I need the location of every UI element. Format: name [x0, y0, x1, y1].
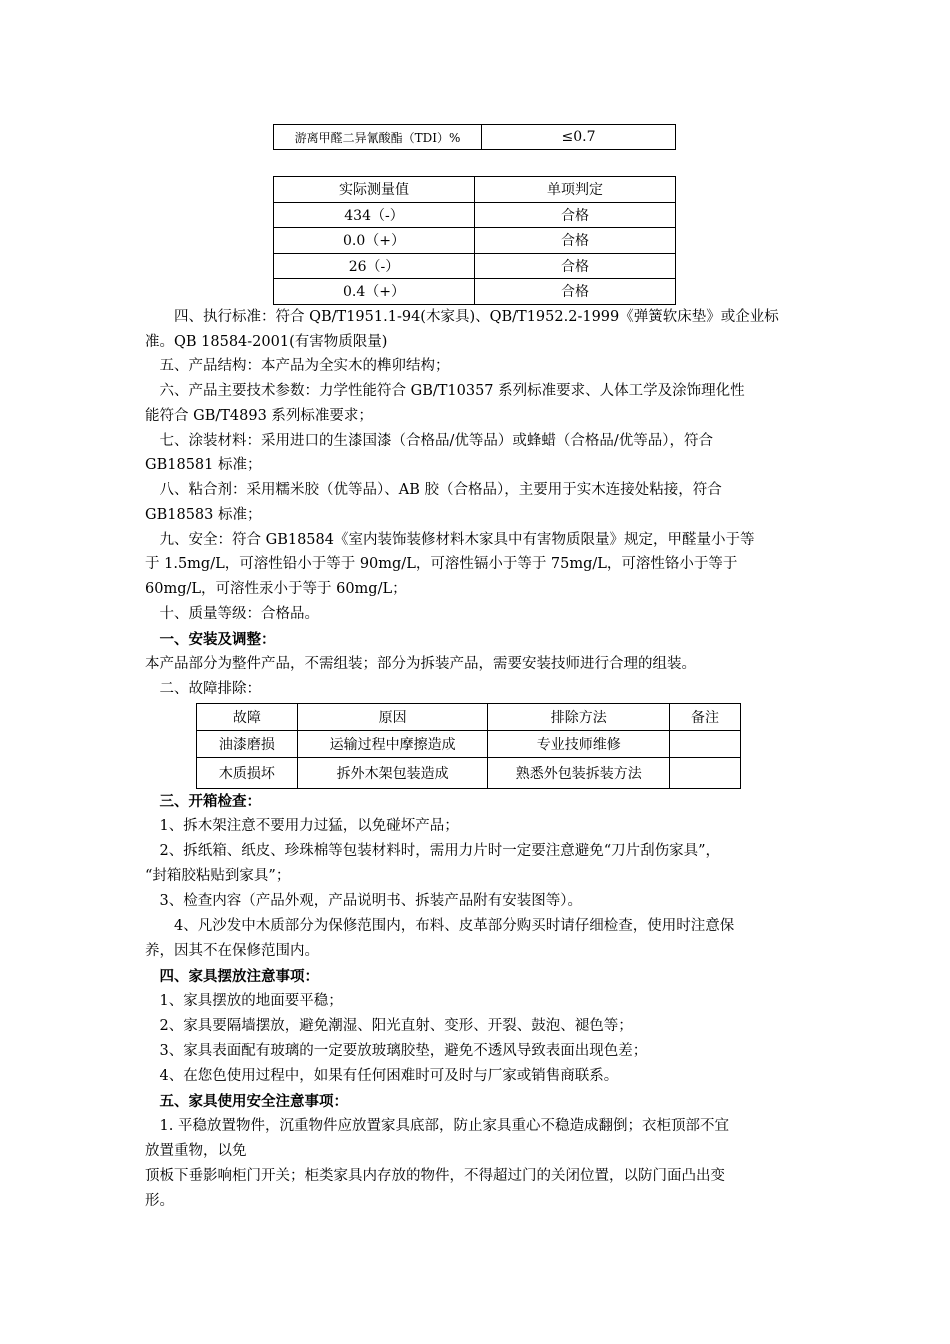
text-line: 4、在您色使用过程中，如果有任何困难时可及时与厂家或销售商联系。 [145, 1068, 619, 1084]
text-line: 能符合 GB/T4893 系列标准要求； [145, 408, 373, 424]
table-row [274, 228, 676, 254]
table-cell: 合格 [475, 228, 676, 254]
text-line: 九、安全：符合 GB18584《室内装饰装修材料木家具中有害物质限量》规定，甲醛量小于等 [145, 532, 755, 548]
table-cell: 26（-） [274, 253, 475, 279]
table-cell: 运输过程中摩擦造成 [297, 731, 488, 758]
header-cell: 故障 [197, 704, 298, 731]
text-line: 3、检查内容（产品外观，产品说明书、拆装产品附有安装图等）。 [145, 893, 582, 909]
text-line: 60mg/L，可溶性汞小于等于 60mg/L； [145, 581, 407, 597]
text-line: GB18583 标准； [145, 507, 262, 523]
text-line: “封箱胶粘贴到家具”； [145, 868, 291, 884]
text-line: 1. 平稳放置物件，沉重物件应放置家具底部，防止家具重心不稳造成翻倒；衣柜顶部不宜 [145, 1118, 729, 1134]
section-heading: 一、安装及调整： [145, 631, 276, 648]
section-heading: 五、家具使用安全注意事项： [145, 1093, 348, 1110]
table-cell: 0.4（+） [274, 279, 475, 305]
section-heading: 三、开箱检查： [145, 793, 261, 810]
text-line: 顶板下垂影响柜门开关；柜类家具内存放的物件，不得超过门的关闭位置，以防门面凸出变 [145, 1168, 725, 1184]
text-line: 七、涂装材料：采用进口的生漆国漆（合格品/优等品）或蜂蜡（合格品/优等品），符合 [145, 433, 714, 449]
header-cell: 实际测量值 [274, 177, 475, 203]
text-line: 1、拆木架注意不要用力过猛，以免碰坏产品； [145, 818, 459, 834]
table-header-row [274, 177, 676, 203]
text-line: 形。 [145, 1193, 174, 1209]
text-line: 本产品部分为整件产品，不需组装；部分为拆装产品，需要安装技师进行合理的组装。 [145, 656, 696, 672]
header-cell: 排除方法 [488, 704, 670, 731]
text-line: 放置重物，以免 [145, 1143, 247, 1159]
tdi-limit-table [273, 124, 676, 150]
table-row [274, 279, 676, 305]
text-line: 1、家具摆放的地面要平稳； [145, 993, 343, 1009]
table-cell: 合格 [475, 279, 676, 305]
section-heading: 四、家具摆放注意事项： [145, 968, 319, 985]
text-line: 4、凡沙发中木质部分为保修范围内，布料、皮革部分购买时请仔细检查，使用时注意保 [145, 918, 735, 934]
header-cell: 原因 [297, 704, 488, 731]
table-cell: 专业技师维修 [488, 731, 670, 758]
table-cell: 434（-） [274, 202, 475, 228]
tdi-label-cell: 游离甲醛二异氰酸酯（TDI）% [274, 125, 482, 150]
table-cell [670, 731, 741, 758]
header-cell: 单项判定 [475, 177, 676, 203]
table-row [274, 253, 676, 279]
table-cell: 合格 [475, 202, 676, 228]
text-line: 3、家具表面配有玻璃的一定要放玻璃胶垫，避免不透风导致表面出现色差； [145, 1043, 648, 1059]
table-cell: 木质损坏 [197, 758, 298, 789]
text-line: 八、粘合剂：采用糯米胶（优等品）、AB 胶（合格品），主要用于实木连接处粘接，符合 [145, 482, 722, 498]
table-row [197, 731, 741, 758]
text-line: 六、产品主要技术参数：力学性能符合 GB/T10357 系列标准要求、人体工学及涂饰理化性 [145, 383, 745, 399]
text-line: 二、故障排除： [145, 681, 261, 697]
tdi-value-cell: ≤0.7 [482, 125, 676, 150]
text-line: 五、产品结构：本产品为全实木的榫卯结构； [145, 358, 450, 374]
text-line: 十、质量等级：合格品。 [145, 606, 319, 622]
table-cell [670, 758, 741, 789]
table-cell: 拆外木架包装造成 [297, 758, 488, 789]
table-row [197, 758, 741, 789]
text-line: 2、家具要隔墙摆放，避免潮湿、阳光直射、变形、开裂、鼓泡、褪色等； [145, 1018, 633, 1034]
text-line: 2、拆纸箱、纸皮、珍珠棉等包装材料时，需用力片时一定要注意避免“刀片刮伤家具”， [145, 843, 721, 859]
table-row [274, 202, 676, 228]
table-cell: 熟悉外包装拆装方法 [488, 758, 670, 789]
text-line: 于 1.5mg/L，可溶性铅小于等于 90mg/L，可溶性镉小于等于 75mg/L，可溶性铬小于等于 [145, 556, 738, 572]
table-header-row [197, 704, 741, 731]
measurement-table [273, 176, 676, 305]
table-cell: 合格 [475, 253, 676, 279]
text-line: GB18581 标准； [145, 457, 262, 473]
text-line: 养，因其不在保修范围内。 [145, 943, 319, 959]
header-cell: 备注 [670, 704, 741, 731]
text-line: 准。QB 18584-2001(有害物质限量) [145, 334, 388, 350]
table-row [274, 125, 676, 150]
table-cell: 0.0（+） [274, 228, 475, 254]
text-line: 四、执行标准：符合 QB/T1951.1-94(木家具)、QB/T1952.2-1999《弹簧软床垫》或企业标 [145, 309, 779, 325]
troubleshooting-table [196, 703, 741, 789]
table-cell: 油漆磨损 [197, 731, 298, 758]
